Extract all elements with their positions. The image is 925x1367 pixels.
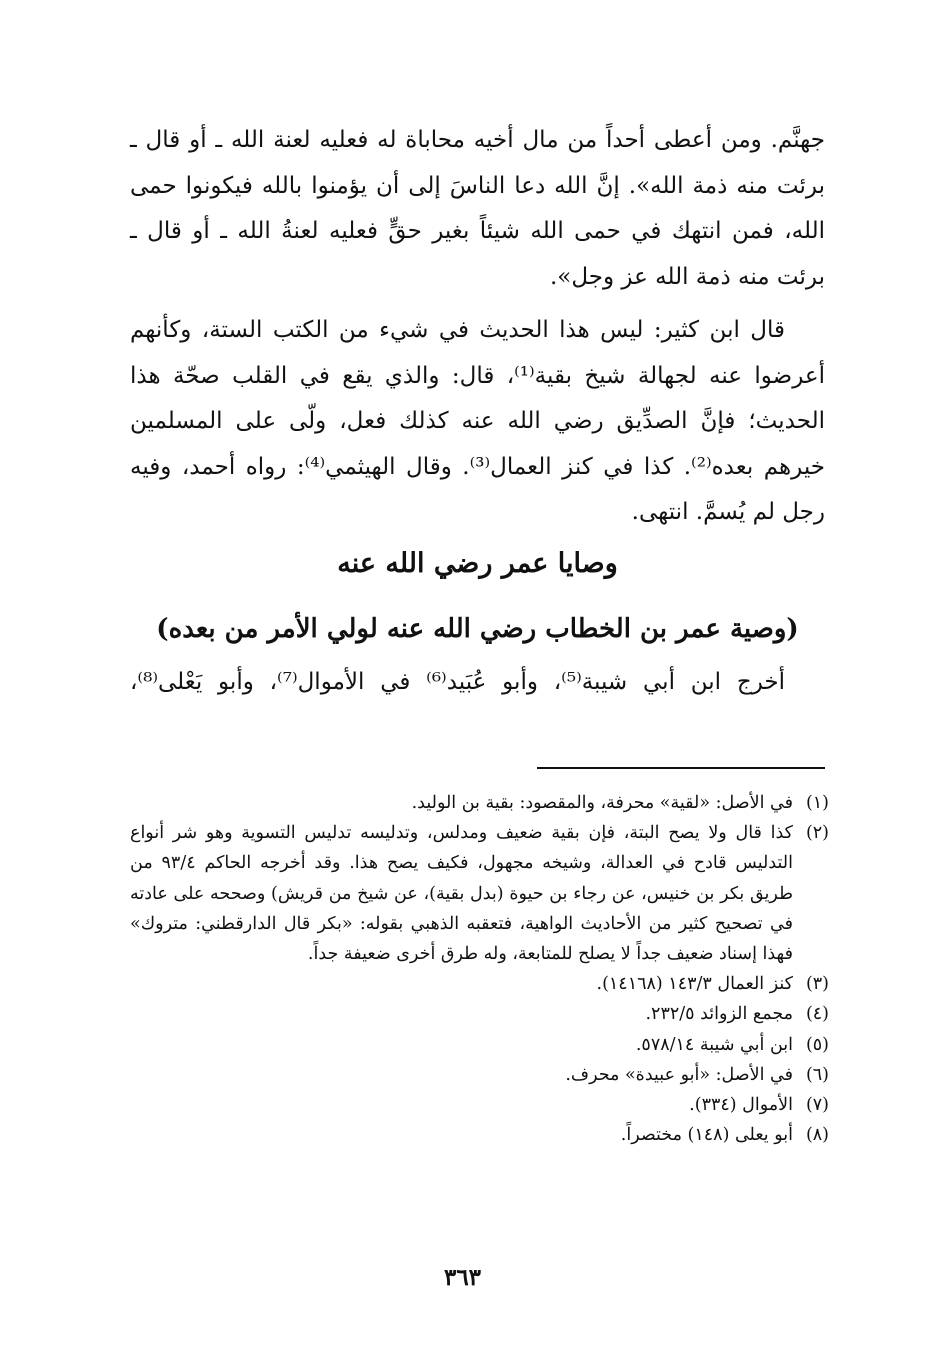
body-text [130, 118, 825, 536]
section-heading: وصايا عمر رضي الله عنه [337, 548, 618, 579]
footnote-item [130, 1090, 829, 1120]
footnote-number: (٧) [805, 1095, 829, 1116]
page-number: ٣٦٣ [443, 1264, 482, 1291]
footnote-number: (٥) [805, 1034, 829, 1055]
footnote-item [130, 969, 829, 999]
section-subheading: (وصية عمر بن الخطاب رضي الله عنه لولي الأمر من بعده) [156, 614, 799, 644]
footnote-text: في الأصل: «أبو عبيدة» محرف. [565, 1064, 793, 1085]
paragraph-ibn-kathir: قال ابن كثير: ليس هذا الحديث في شيء من الكتب الستة، وكأنهم أعرضوا عنه لجهالة شيخ بقية⁽¹⁾، قال: والذي يقع في القلب صحّة هذا الحديث؛ فإنَّ الصدِّيق رضي الله عنه كذلك فعل، ولّى على المسلمين خيرهم بعده⁽²⁾. كذا في كنز العمال⁽³⁾. وقال الهيثمي⁽⁴⁾: رواه أحمد، وفيه رجل لم يُسمَّ. انتهى. [130, 317, 825, 525]
footnote-number: (٨) [805, 1125, 829, 1146]
footnote-number: (٢) [805, 823, 829, 844]
footnote-divider [537, 767, 825, 769]
footnote-text: كذا قال ولا يصح البتة، فإن بقية ضعيف ومدلس، وتدليسه تدليس التسوية وهو شر أنواع التدليس قادح في العدالة، وشيخه مجهول، فكيف يصح هذا. وقد أخرجه الحاكم ٩٣/٤ من طريق بكر بن خنيس، عن رجاء بن حيوة (بدل بقية)، عن شيخ من قريش) وصححه على عادته في تصحيح كثير من الأحاديث الواهية، فتعقبه الذهبي بقوله: «بكر قال الدارقطني: متروك» فهذا إسناد ضعيف جداً لا يصلح للمتابعة، وله طرق أخرى ضعيفة جداً. [130, 823, 793, 965]
footnote-text: في الأصل: «لقية» محرفة، والمقصود: بقية بن الوليد. [411, 793, 793, 813]
footnote-item [130, 818, 829, 969]
footnote-item [130, 1120, 829, 1150]
footnote-item [130, 788, 829, 818]
footnote-item [130, 1030, 829, 1060]
paragraph-continuation: جهنَّم. ومن أعطى أحداً من مال أخيه محاباة له فعليه لعنة الله ـ أو قال ـ برئت منه ذمة الله». إنَّ الله دعا الناسَ إلى أن يؤمنوا بالله فيكونوا حمى الله، فمن انتهك في حمى الله شيئاً بغير حقٍّ فعليه لعنةُ الله ـ أو قال ـ برئت منه ذمة الله عز وجل». [130, 127, 825, 290]
footnote-item [130, 999, 829, 1029]
footnote-text: الأموال (٣٣٤). [689, 1095, 793, 1116]
footnote-number: (٤) [805, 1004, 829, 1025]
footnote-number: (٣) [805, 974, 829, 995]
footnote-number: (٦) [805, 1064, 829, 1085]
footnotes [130, 788, 829, 1150]
paragraph-takhrij: أخرج ابن أبي شيبة⁽⁵⁾، وأبو عُبَيد⁽⁶⁾ في الأموال⁽⁷⁾، وأبو يَعْلى⁽⁸⁾، [130, 669, 785, 695]
footnote-text: أبو يعلى (١٤٨) مختصراً. [620, 1125, 793, 1146]
footnote-number: (١) [805, 793, 829, 813]
footnote-text: ابن أبي شيبة ٥٧٨/١٤. [635, 1034, 793, 1055]
footnote-text: كنز العمال ١٤٣/٣ (١٤١٦٨). [596, 974, 793, 995]
footnote-text: مجمع الزوائد ٢٣٢/٥. [645, 1004, 793, 1025]
footnote-item [130, 1060, 829, 1090]
